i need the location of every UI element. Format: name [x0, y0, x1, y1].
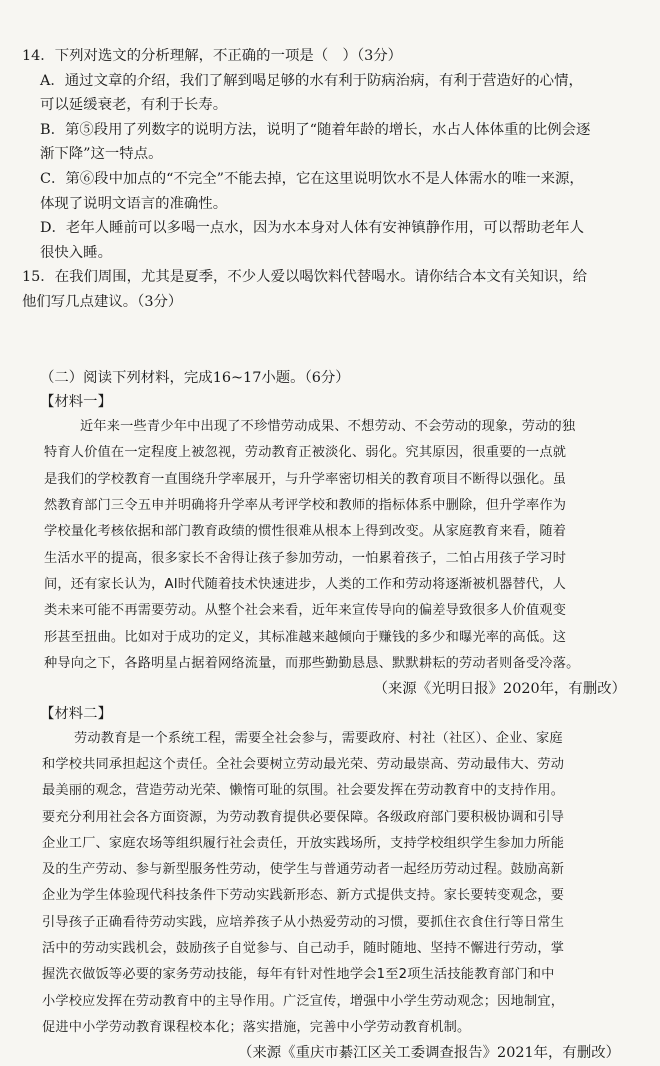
material-2-line: 小学校应发挥在劳动教育中的主导作用。广泛宣传，增强中小学生劳动观念；因地制宜，: [42, 993, 565, 1009]
material-2-line: 和学校共同承担起这个责任。全社会要树立劳动最光荣、劳动最崇高、劳动最伟大、劳动: [42, 756, 565, 772]
material-1-line: 学校量化考核依据和部门教育政绩的惯性很难从根本上得到改变。从家庭教育来看，随着: [44, 524, 567, 540]
q14-option-c-1: C．第⑥段中加点的“不完全”不能去掉，它在这里说明饮水不是人体需水的唯一来源，: [40, 170, 584, 187]
q14-option-c-2: 体现了说明文语言的准确性。: [40, 195, 228, 212]
q14-option-d-1: D．老年人睡前可以多喝一点水，因为水本身对人体有安神镇静作用，可以帮助老年人: [40, 220, 584, 237]
material-1-line: 类未来可能不再需要劳动。从整个社会来看，近年来宣传导向的偏差导致很多人价值观变: [44, 603, 567, 619]
material-2-body: [22, 726, 640, 1042]
material-1-line: 生活水平的提高，很多家长不舍得让孩子参加劳动，一怕累着孩子，二怕占用孩子学习时: [44, 550, 567, 566]
q14-option-a-1: A．通过文章的介绍，我们了解到喝足够的水有利于防病治病，有利于营造好的心情，: [40, 72, 583, 89]
section-heading: （二）阅读下列材料，完成16~17小题。（6分）: [40, 369, 350, 386]
material-2-line: 促进中小学劳动教育课程校本化；落实措施，完善中小学劳动教育机制。: [42, 1019, 471, 1035]
q15-line-2: 他们写几点建议。（3分）: [22, 293, 183, 310]
material-2-line: 最美丽的观念，营造劳动光荣、懒惰可耻的氛围。社会要发挥在劳动教育中的支持作用。: [42, 783, 565, 799]
material-2-line: 要充分利用社会各方面资源，为劳动教育提供必要保障。各级政府部门要积极协调和引导: [42, 809, 565, 825]
material-1-line: 特育人价值在一定程度上被忽视，劳动教育正被淡化、弱化。究其原因，很重要的一点就: [44, 445, 567, 461]
q14-option-a-2: 可以延缓衰老，有利于长寿。: [40, 97, 228, 114]
material-2-line: 劳动教育是一个系统工程，需要全社会参与，需要政府、村社（社区）、企业、家庭: [74, 730, 563, 746]
q14-option-b-2: 渐下降”这一特点。: [40, 146, 163, 163]
material-1-line: 间，还有家长认为，AI时代随着技术快速进步，人类的工作和劳动将逐渐被机器替代，人: [44, 576, 567, 592]
material-1-line: 形甚至扭曲。比如对于成功的定义，其标准越来越倾向于赚钱的多少和曝光率的高低。这: [44, 629, 567, 645]
material-1-body: [22, 414, 640, 677]
material-2-line: 企业工厂、家庭农场等组织履行社会责任，开放实践场所，支持学校组织学生参加力所能: [42, 835, 565, 851]
q14-stem: 14．下列对选文的分析理解，不正确的一项是（ ）（3分）: [22, 48, 403, 64]
answer-space: [22, 315, 640, 366]
material-2-line: 企业为学生体验现代科技条件下劳动实践新形态、新方式提供支持。家长要转变观念，要: [42, 888, 565, 904]
q14-option-b-1: B．第⑤段用了列数字的说明方法，说明了“随着年龄的增长，水占人体体重的比例会逐: [40, 121, 591, 138]
material-2-source: （来源《重庆市綦江区关工委调查报告》2021年，有删改）: [238, 1045, 620, 1062]
material-1-line: 种导向之下，各路明星占据着网络流量，而那些勤勤恳恳、默默耕耘的劳动者则备受冷落。: [44, 655, 580, 671]
material-1-source: （来源《光明日报》2020年，有删改）: [373, 681, 626, 698]
material-1-line: 近年来一些青少年中出现了不珍惜劳动成果、不想劳动、不会劳动的现象，劳动的独: [80, 419, 576, 435]
material-2-line: 引导孩子正确看待劳动实践，应培养孩子从小热爱劳动的习惯，要抓住衣食住行等日常生: [42, 914, 565, 930]
material-2-line: 握洗衣做饭等必要的家务劳动技能，每年有针对性地学会1至2项生活技能教育部门和中: [42, 967, 555, 983]
q14-option-d-2: 很快入睡。: [40, 244, 112, 261]
material-1-line: 是我们的学校教育一直围绕升学率展开，与升学率密切相关的教育项目不断得以强化。虽: [44, 471, 567, 487]
material-2-line: 及的生产劳动、参与新型服务性劳动，使学生与普通劳动者一起经历劳动过程。鼓励高新: [42, 862, 565, 878]
q15-line-1: 15．在我们周围，尤其是夏季，不少人爱以喝饮料代替喝水。请你结合本文有关知识，给: [22, 269, 588, 286]
material-1-title: 【材料一】: [40, 394, 112, 411]
material-2-title: 【材料二】: [40, 705, 112, 722]
material-1-line: 然教育部门三令五申并明确将升学率从考评学校和教师的指标体系中删除，但升学率作为: [44, 498, 567, 514]
material-2-line: 活中的劳动实践机会，鼓励孩子自觉参与、自己动手，随时随地、坚持不懈进行劳动，掌: [42, 941, 565, 957]
